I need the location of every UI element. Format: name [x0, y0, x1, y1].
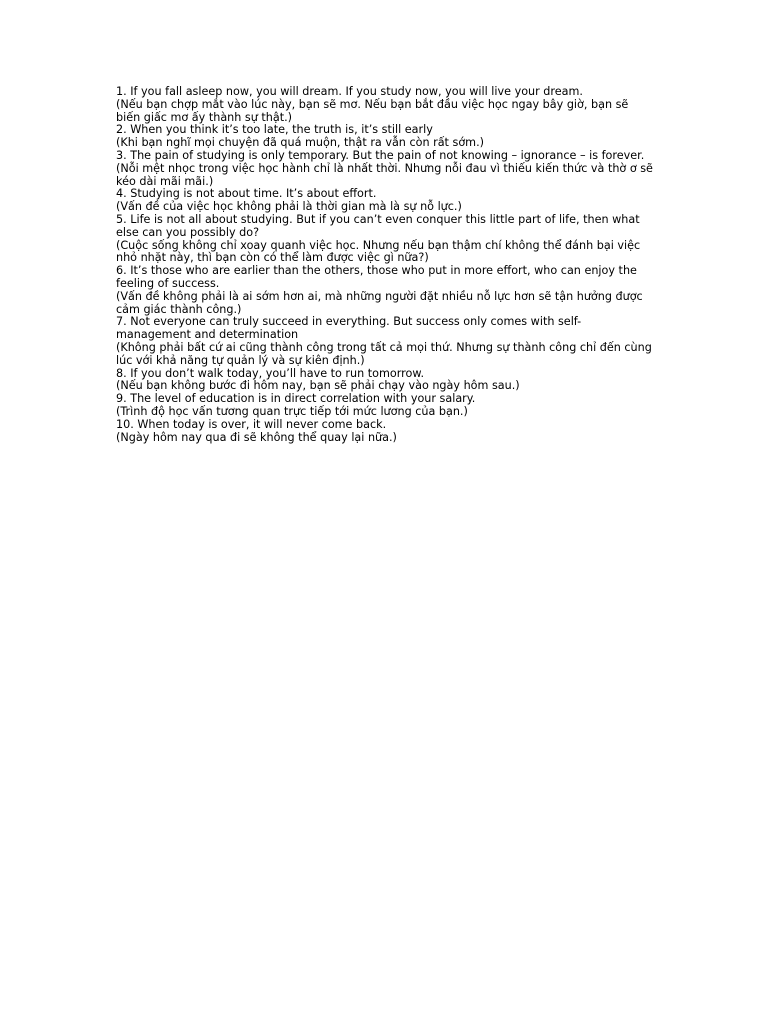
quote-8-english: 8. If you don’t walk today, you’ll have to run tomorrow. — [116, 366, 425, 380]
quote-5-vietnamese: (Cuộc sống không chỉ xoay quanh việc học. Nhưng nếu bạn thậm chí không thể đánh bại việc nhỏ nhặt này, thì bạn còn có thể làm được việc gì nữa?) — [116, 238, 641, 265]
quote-4-vietnamese: (Vấn đề của việc học không phải là thời gian mà là sự nỗ lực.) — [116, 200, 462, 214]
quote-10-english: 10. When today is over, it will never come back. — [116, 417, 387, 431]
quote-6-english: 6. It’s those who are earlier than the others, those who put in more effort, who can enjoy the feeling of success. — [116, 264, 637, 290]
quote-3-vietnamese: (Nỗi mệt nhọc trong việc học hành chỉ là nhất thời. Nhưng nỗi đau vì thiếu kiến thức và thờ ơ sẽ kéo dài mãi mãi.) — [116, 161, 653, 188]
quote-1-vietnamese: (Nếu bạn chợp mắt vào lúc này, bạn sẽ mơ. Nếu bạn bắt đầu việc học ngay bây giờ, bạn sẽ biến giấc mơ ấy thành sự thật.) — [116, 97, 629, 124]
quote-10-vietnamese: (Ngày hôm nay qua đi sẽ không thể quay lại nữa.) — [116, 430, 397, 444]
quote-7-vietnamese: (Không phải bất cứ ai cũng thành công trong tất cả mọi thứ. Nhưng sự thành công chỉ đến cùng lúc với khả năng tự quản lý và sự kiên định.) — [116, 340, 652, 367]
quote-7-english: 7. Not everyone can truly succeed in everything. But success only comes with self-management and determination — [116, 315, 582, 342]
quote-8-vietnamese: (Nếu bạn không bước đi hôm nay, bạn sẽ phải chạy vào ngày hôm sau.) — [116, 379, 520, 393]
quote-4-english: 4. Studying is not about time. It’s about effort. — [116, 187, 377, 201]
quote-1-english: 1. If you fall asleep now, you will dream. If you study now, you will live your dream. — [116, 85, 583, 98]
quote-9-english: 9. The level of education is in direct correlation with your salary. — [116, 392, 476, 406]
quote-5-english: 5. Life is not all about studying. But if you can’t even conquer this little part of life, then what else can you possibly do? — [116, 212, 640, 239]
quote-9-vietnamese: (Trình độ học vấn tương quan trực tiếp tới mức lương của bạn.) — [116, 404, 468, 418]
quote-2-vietnamese: (Khi bạn nghĩ mọi chuyện đã quá muộn, thật ra vẫn còn rất sớm.) — [116, 136, 484, 150]
document-body — [116, 86, 656, 444]
quote-6-vietnamese: (Vấn đề không phải là ai sớm hơn ai, mà những người đặt nhiều nỗ lực hơn sẽ tận hưởng được cảm giác thành công.) — [116, 289, 643, 316]
quote-2-english: 2. When you think it’s too late, the truth is, it’s still early — [116, 123, 433, 137]
quote-3-english: 3. The pain of studying is only temporary. But the pain of not knowing – ignorance – is forever. — [116, 148, 645, 162]
